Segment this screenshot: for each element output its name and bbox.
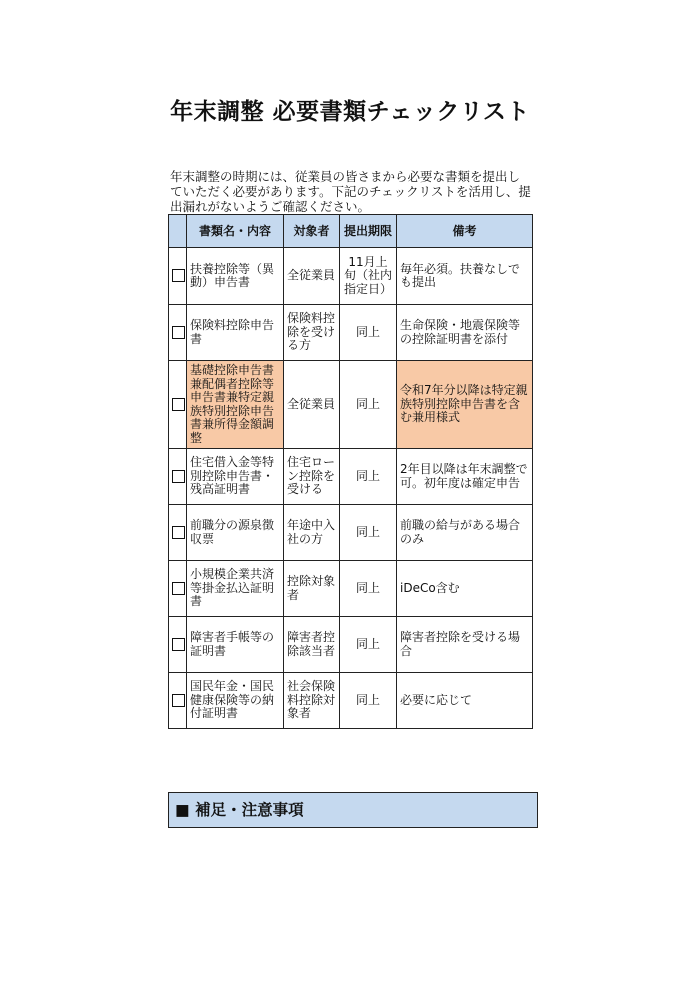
table-row	[169, 505, 533, 561]
note: iDeCo含む	[397, 561, 533, 617]
checkbox[interactable]	[172, 694, 185, 707]
note: 生命保険・地震保険等の控除証明書を添付	[397, 305, 533, 361]
checklist-table	[168, 214, 533, 729]
table-row	[169, 248, 533, 305]
deadline: 11月上旬（社内指定日）	[340, 248, 397, 305]
deadline: 同上	[340, 673, 397, 729]
row-checkbox-cell[interactable]	[169, 361, 187, 449]
deadline: 同上	[340, 561, 397, 617]
header-note: 備考	[397, 215, 533, 248]
header-document-name: 書類名・内容	[187, 215, 284, 248]
header-check	[169, 215, 187, 248]
checkbox[interactable]	[172, 526, 185, 539]
deadline: 同上	[340, 305, 397, 361]
deadline: 同上	[340, 449, 397, 505]
deadline: 同上	[340, 617, 397, 673]
checkbox[interactable]	[172, 470, 185, 483]
supplement-section-header	[168, 792, 538, 828]
square-bullet-icon: ■	[175, 801, 190, 819]
checkbox[interactable]	[172, 398, 185, 411]
checkbox[interactable]	[172, 638, 185, 651]
note: 令和7年分以降は特定親族特別控除申告書を含む兼用様式	[397, 361, 533, 449]
target-person: 住宅ローン控除を受ける	[284, 449, 340, 505]
supplement-heading: 補足・注意事項	[195, 801, 304, 819]
deadline: 同上	[340, 361, 397, 449]
checkbox[interactable]	[172, 269, 185, 282]
document-name: 前職分の源泉徴収票	[187, 505, 284, 561]
table-row	[169, 561, 533, 617]
table-row	[169, 305, 533, 361]
target-person: 全従業員	[284, 248, 340, 305]
document-name: 住宅借入金等特別控除申告書・残高証明書	[187, 449, 284, 505]
note: 2年目以降は年末調整で可。初年度は確定申告	[397, 449, 533, 505]
target-person: 年途中入社の方	[284, 505, 340, 561]
target-person: 社会保険料控除対象者	[284, 673, 340, 729]
document-name: 保険料控除申告書	[187, 305, 284, 361]
checkbox[interactable]	[172, 326, 185, 339]
note: 前職の給与がある場合のみ	[397, 505, 533, 561]
table-row	[169, 449, 533, 505]
document-name: 障害者手帳等の証明書	[187, 617, 284, 673]
target-person: 控除対象者	[284, 561, 340, 617]
row-checkbox-cell[interactable]	[169, 305, 187, 361]
row-checkbox-cell[interactable]	[169, 561, 187, 617]
document-name: 国民年金・国民健康保険等の納付証明書	[187, 673, 284, 729]
target-person: 障害者控除該当者	[284, 617, 340, 673]
row-checkbox-cell[interactable]	[169, 248, 187, 305]
target-person: 保険料控除を受ける方	[284, 305, 340, 361]
header-target: 対象者	[284, 215, 340, 248]
table-row	[169, 617, 533, 673]
target-person: 全従業員	[284, 361, 340, 449]
row-checkbox-cell[interactable]	[169, 617, 187, 673]
document-name: 小規模企業共済等掛金払込証明書	[187, 561, 284, 617]
row-checkbox-cell[interactable]	[169, 449, 187, 505]
header-deadline: 提出期限	[340, 215, 397, 248]
table-row-highlighted	[169, 361, 533, 449]
checkbox[interactable]	[172, 582, 185, 595]
table-row	[169, 673, 533, 729]
note: 障害者控除を受ける場合	[397, 617, 533, 673]
note: 必要に応じて	[397, 673, 533, 729]
document-name: 扶養控除等（異動）申告書	[187, 248, 284, 305]
row-checkbox-cell[interactable]	[169, 673, 187, 729]
document-name: 基礎控除申告書兼配偶者控除等申告書兼特定親族特別控除申告書兼所得金額調整	[187, 361, 284, 449]
table-header-row	[169, 215, 533, 248]
page-title: 年末調整 必要書類チェックリスト	[170, 99, 530, 126]
deadline: 同上	[340, 505, 397, 561]
intro-text: 年末調整の時期には、従業員の皆さまから必要な書類を提出していただく必要があります。下記のチェックリストを活用し、提出漏れがないようご確認ください。	[170, 168, 531, 214]
note: 毎年必須。扶養なしでも提出	[397, 248, 533, 305]
row-checkbox-cell[interactable]	[169, 505, 187, 561]
